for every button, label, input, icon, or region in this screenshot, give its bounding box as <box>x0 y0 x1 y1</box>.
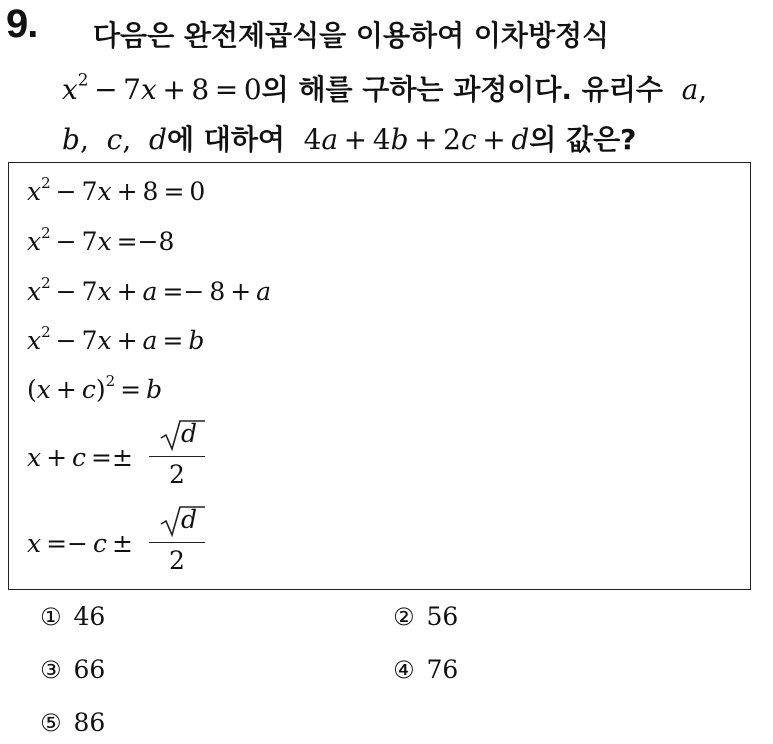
choice-2-marker: ② <box>393 603 415 631</box>
solution-step-1: $x^2 - 7x + 8 = 0$ <box>27 174 206 206</box>
question-line-1: 다음은 완전제곱식을 이용하여 이차방정식 <box>93 19 610 52</box>
variable-a: a, <box>681 73 708 106</box>
fraction-bar-6 <box>149 456 205 457</box>
solution-step-7: x =− c ± <box>27 529 133 558</box>
choice-2-value: 56 <box>426 602 459 631</box>
choice-1-marker: ① <box>40 603 62 631</box>
choice-5-value: 86 <box>73 708 106 737</box>
choice-4-value: 76 <box>426 655 459 684</box>
choice-4[interactable] <box>393 655 458 684</box>
denominator-6: 2 <box>169 460 185 489</box>
variable-list: b, c, d <box>62 123 167 156</box>
choice-1-value: 46 <box>73 602 106 631</box>
question-line-3-text-a: 에 대하여 <box>166 123 285 156</box>
radicand-d-7: d <box>181 505 198 534</box>
solution-step-2: $x^2 - 7x =-8$ <box>27 224 175 256</box>
question-line-2-text: 의 해를 구하는 과정이다. 유리수 <box>261 73 663 106</box>
choice-1[interactable] <box>40 602 105 631</box>
question-line-3-text-b: 의 값은? <box>529 123 637 156</box>
choice-2[interactable] <box>393 602 458 631</box>
radicand-d-6: d <box>181 419 198 448</box>
solution-step-4: $x^2 - 7x + a = b$ <box>27 323 205 355</box>
denominator-7: 2 <box>169 546 185 575</box>
expression-inline: 4a + 4b + 2c + d <box>294 123 530 156</box>
solution-step-6: x + c =± <box>27 443 133 472</box>
solution-step-3: $x^2 - 7x + a =- 8 + a$ <box>27 274 272 306</box>
solution-step-5: $(x + c)^2 = b$ <box>27 372 163 404</box>
choice-3-value: 66 <box>73 655 106 684</box>
choice-5-marker: ⑤ <box>40 709 62 737</box>
choice-3-marker: ③ <box>40 656 62 684</box>
equation-inline: $x^2 - 7x + 8 = 0$ <box>62 69 262 106</box>
choice-3[interactable] <box>40 655 105 684</box>
question-line-3 <box>62 118 636 158</box>
fraction-bar-7 <box>149 542 205 543</box>
question-number: 9. <box>6 2 38 46</box>
choice-4-marker: ④ <box>393 656 415 684</box>
question-line-2 <box>62 68 707 108</box>
choice-5[interactable] <box>40 708 105 737</box>
solution-box <box>8 162 751 590</box>
